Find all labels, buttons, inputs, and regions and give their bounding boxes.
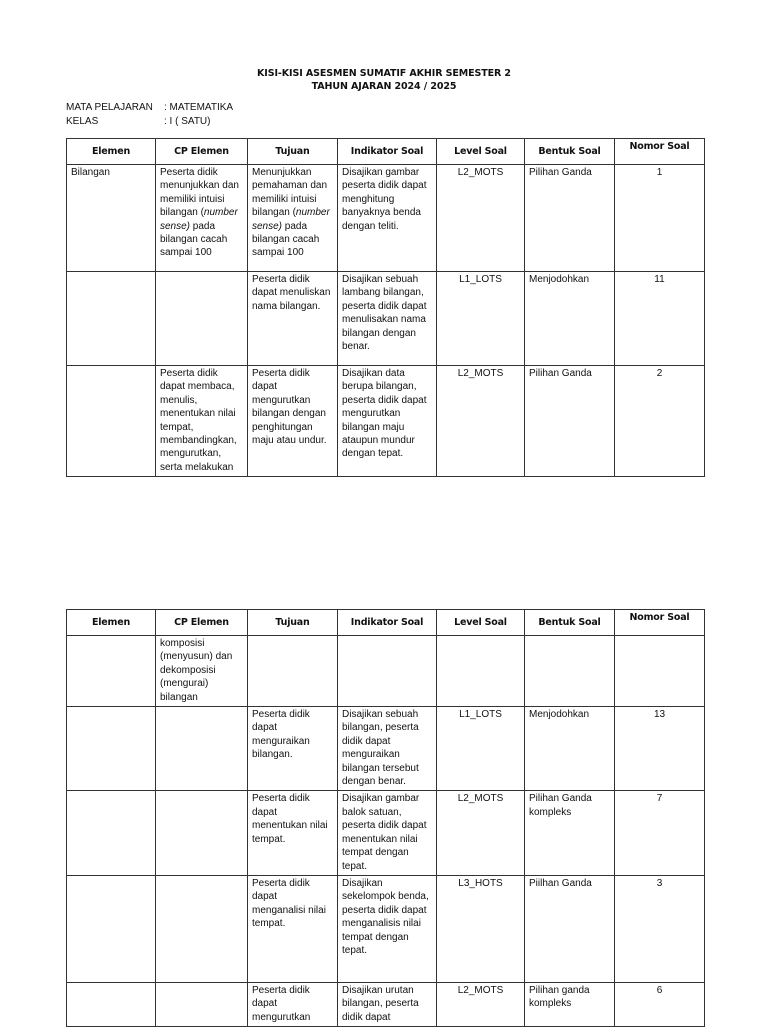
cell-bentuk: Menjodohkan (525, 707, 615, 791)
table-row (67, 366, 705, 477)
mata-pelajaran-label: MATA PELAJARAN (66, 102, 153, 113)
header-indikator-soal: Indikator Soal (338, 139, 437, 165)
table-row (67, 272, 705, 366)
cell-indikator: Disajikan gambar peserta didik dapat menghitung banyaknya benda dengan teliti. (338, 165, 437, 272)
cell-indikator: Disajikan sebuah lambang bilangan, peserta didik dapat menulisakan nama bilangan dengan benar. (338, 272, 437, 366)
header-tujuan: Tujuan (248, 139, 338, 165)
table-row (67, 875, 705, 982)
kisi-kisi-table-page1 (66, 138, 705, 477)
cell-nomor: 1 (615, 165, 705, 272)
cell-cp-elemen (156, 272, 248, 366)
cell-bentuk: Pilihan Ganda (525, 165, 615, 272)
header-level-soal: Level Soal (437, 610, 525, 636)
cell-indikator: Disajikan sekelompok benda, peserta didik dapat menganalisis nilai tempat dengan tepat. (338, 875, 437, 982)
header-elemen: Elemen (67, 610, 156, 636)
cell-bentuk: Pilihan ganda kompleks (525, 982, 615, 1026)
cell-level: L3_HOTS (437, 875, 525, 982)
table-row (67, 982, 705, 1026)
cell-indikator: Disajikan urutan bilangan, peserta didik dapat (338, 982, 437, 1026)
header-cp-elemen: CP Elemen (156, 610, 248, 636)
cell-level: L2_MOTS (437, 791, 525, 875)
header-elemen: Elemen (67, 139, 156, 165)
cell-level: L1_LOTS (437, 272, 525, 366)
document-title: KISI-KISI ASESMEN SUMATIF AKHIR SEMESTER 2 (257, 68, 511, 79)
header-cp-elemen: CP Elemen (156, 139, 248, 165)
table-row (67, 707, 705, 791)
cell-nomor: 2 (615, 366, 705, 477)
cell-tujuan: Peserta didik dapat menentukan nilai tempat. (248, 791, 338, 875)
cell-nomor: 13 (615, 707, 705, 791)
table-row (67, 791, 705, 875)
cell-cp-elemen (156, 707, 248, 791)
cell-tujuan: Peserta didik dapat mengurutkan bilangan dengan penghitungan maju atau undur. (248, 366, 338, 477)
header-nomor-soal: Nomor Soal (615, 139, 705, 165)
cell-nomor: 11 (615, 272, 705, 366)
cell-cp-elemen: komposisi (menyusun) dan dekomposisi (mengurai) bilangan (156, 636, 248, 707)
kelas-value: : I ( SATU) (164, 116, 211, 127)
cell-level (437, 636, 525, 707)
cell-nomor: 6 (615, 982, 705, 1026)
cell-bentuk: Piilhan Ganda (525, 875, 615, 982)
table-header-row (67, 610, 705, 636)
cell-elemen (67, 366, 156, 477)
cell-cp-elemen: Peserta didik dapat membaca, menulis, menentukan nilai tempat, membandingkan, mengurutkan, serta melakukan (156, 366, 248, 477)
cell-elemen (67, 636, 156, 707)
cell-level: L2_MOTS (437, 982, 525, 1026)
cell-cp-elemen (156, 875, 248, 982)
cell-elemen: Bilangan (67, 165, 156, 272)
cell-indikator: Disajikan data berupa bilangan, peserta didik dapat mengurutkan bilangan maju ataupun mundur dengan tepat. (338, 366, 437, 477)
header-bentuk-soal: Bentuk Soal (525, 610, 615, 636)
cell-bentuk: Pilihan Ganda kompleks (525, 791, 615, 875)
cell-tujuan: Peserta didik dapat menuliskan nama bilangan. (248, 272, 338, 366)
table-row (67, 636, 705, 707)
cell-bentuk: Pilihan Ganda (525, 366, 615, 477)
header-nomor-soal: Nomor Soal (615, 610, 705, 636)
cell-indikator: Disajikan sebuah bilangan, peserta didik dapat menguraikan bilangan tersebut dengan benar. (338, 707, 437, 791)
cell-tujuan: Peserta didik dapat menguraikan bilangan. (248, 707, 338, 791)
header-bentuk-soal: Bentuk Soal (525, 139, 615, 165)
cell-indikator: Disajikan gambar balok satuan, peserta didik dapat menentukan nilai tempat dengan tepat. (338, 791, 437, 875)
header-indikator-soal: Indikator Soal (338, 610, 437, 636)
cell-tujuan: Menunjukkan pemahaman dan memiliki intuisi bilangan (number sense) pada bilangan cacah sampai 100 (248, 165, 338, 272)
cell-cp-elemen (156, 982, 248, 1026)
mata-pelajaran-value: : MATEMATIKA (164, 102, 234, 113)
cell-level: L2_MOTS (437, 366, 525, 477)
cell-tujuan (248, 636, 338, 707)
cell-tujuan: Peserta didik dapat mengurutkan (248, 982, 338, 1026)
header-level-soal: Level Soal (437, 139, 525, 165)
cell-elemen (67, 982, 156, 1026)
kisi-kisi-table-page2 (66, 609, 705, 1027)
document-subtitle: TAHUN AJARAN 2024 / 2025 (311, 81, 457, 92)
cell-tujuan: Peserta didik dapat menganalisi nilai tempat. (248, 875, 338, 982)
cell-elemen (67, 707, 156, 791)
cell-bentuk (525, 636, 615, 707)
cell-nomor: 7 (615, 791, 705, 875)
cell-level: L1_LOTS (437, 707, 525, 791)
cell-nomor: 3 (615, 875, 705, 982)
table-header-row (67, 139, 705, 165)
cell-cp-elemen: Peserta didik menunjukkan dan memiliki intuisi bilangan (number sense) pada bilangan cacah sampai 100 (156, 165, 248, 272)
kelas-label: KELAS (66, 116, 99, 127)
cell-nomor (615, 636, 705, 707)
cell-indikator (338, 636, 437, 707)
cell-cp-elemen (156, 791, 248, 875)
cell-elemen (67, 875, 156, 982)
header-tujuan: Tujuan (248, 610, 338, 636)
table-row (67, 165, 705, 272)
cell-elemen (67, 791, 156, 875)
cell-level: L2_MOTS (437, 165, 525, 272)
cell-bentuk: Menjodohkan (525, 272, 615, 366)
cell-elemen (67, 272, 156, 366)
